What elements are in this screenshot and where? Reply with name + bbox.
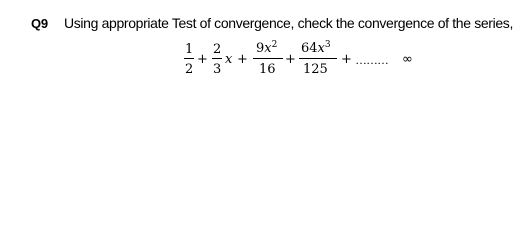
term4-numerator: $64x^3$ (301, 40, 331, 56)
term1-fraction-bar (184, 58, 194, 59)
term2-numerator: 2 (213, 42, 222, 57)
term1-denominator: 2 (185, 62, 194, 77)
plus-sign-4: + (341, 52, 352, 67)
plus-sign-2: + (237, 52, 248, 67)
ellipsis-dots: ……… (355, 53, 388, 67)
term3-numerator: $9x^2$ (256, 40, 278, 56)
term1-numerator: 1 (185, 42, 194, 57)
plus-sign-3: + (285, 52, 296, 67)
term4-denominator: 125 (303, 62, 328, 77)
plus-sign-1: + (197, 52, 208, 67)
question-number: Q9 (31, 16, 48, 31)
term2-denominator: 3 (213, 62, 222, 77)
term3-fraction-bar (253, 58, 283, 59)
question-text: Using appropriate Test of convergence, check the convergence of the series, (64, 15, 513, 31)
term4-fraction-bar (299, 58, 337, 59)
term2-fraction-bar (212, 58, 222, 59)
infinity-symbol: ∞ (402, 52, 413, 67)
term2-variable: x (225, 52, 233, 67)
term3-denominator: 16 (259, 62, 276, 77)
